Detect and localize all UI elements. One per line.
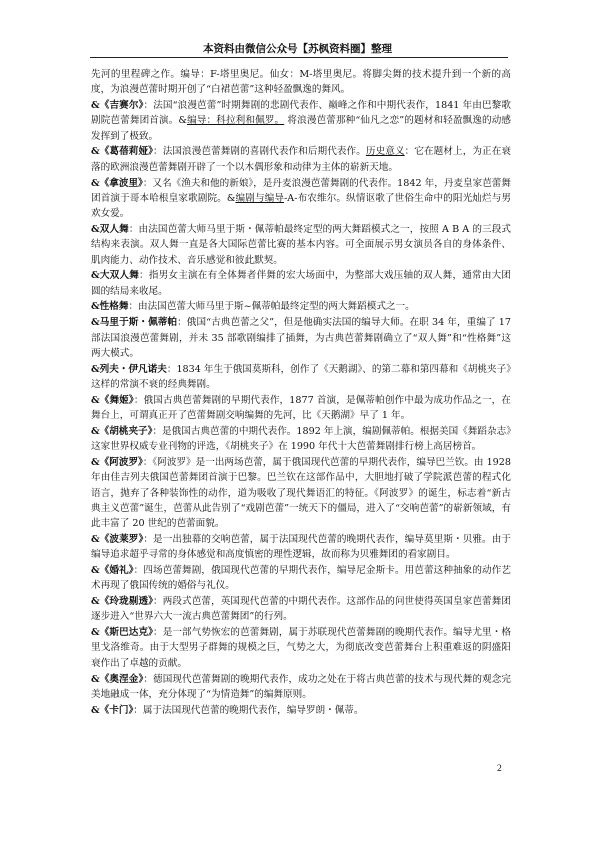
term-heading: &《葛蓓莉娅》: [91, 146, 154, 158]
paragraph-p15: [91, 625, 511, 671]
term-heading: &《胡桃夹子》: [91, 425, 153, 437]
term-heading: &《阿波罗》: [91, 456, 143, 468]
paragraph-p1: [91, 98, 511, 144]
term-heading: &大双人舞: [91, 270, 140, 282]
paragraph-text: ：德国现代芭蕾舞剧的晚期代表作，成功之处在于将古典芭蕾的技术与现代舞的观念完美地融成一体，充分体现了“为情造舞”的编舞原则。: [91, 673, 511, 700]
paragraph-text: ：又名《渔夫和他的新娘》，是丹麦浪漫芭蕾舞剧的代表作。1842 年，丹麦皇家芭蕾舞团首演于哥本哈根皇家歌剧院。&: [91, 177, 511, 204]
paragraph-p9: [91, 393, 511, 424]
page-number: 2: [497, 763, 502, 774]
paragraph-p6: [91, 299, 511, 314]
underlined-text: 历史意义: [365, 146, 405, 158]
term-heading: &《婚礼》: [91, 565, 134, 576]
paragraph-text: ：法国浪漫芭蕾舞剧的喜剧代表作和后期代表作。: [153, 146, 366, 158]
paragraph-text: 将浪漫芭蕾那种“仙凡之恋”的题材和轻盈飘逸的动感发挥到了极致。: [91, 115, 512, 142]
paragraph-p10: [91, 424, 511, 455]
paragraph-p3: [91, 176, 511, 222]
paragraph-text: ：它在题材上，为正在衰落的欧洲浪漫芭蕾舞剧开辟了一个以木偶形象和动律为主体的崭新天地。: [91, 146, 512, 173]
term-heading: &性格舞: [91, 301, 129, 313]
paragraph-p0: [91, 67, 511, 98]
underlined-text: 编导：科拉利和佩罗。: [186, 115, 285, 127]
paragraph-p11: [91, 455, 511, 531]
term-heading: &列夫・伊凡诺夫: [91, 363, 167, 375]
paragraph-p16: [91, 672, 511, 703]
paragraph-text: ：是一部气势恢宏的芭蕾舞剧，属于苏联现代芭蕾舞剧的晚期代表作。编导尤里・格里戈洛维奇。由于大型男子群舞的规模之巨，气势之大，为彻底改变芭蕾舞台上积重难返的阴盛阳衰作出了卓越的贡献。: [91, 627, 511, 669]
term-heading: &《奥涅金》: [91, 673, 144, 685]
underlined-text: 编剧与编导: [235, 192, 285, 204]
paragraph-text: ：四场芭蕾舞剧，俄国现代芭蕾的早期代表作，编导尼金斯卡。用芭蕾这种抽象的动作艺术再现了俄国传统的婚俗与礼仪。: [91, 565, 511, 592]
page-header: 本资料由微信公众号【苏枫资料圈】整理: [203, 43, 392, 55]
document-body: [91, 67, 511, 718]
term-heading: &《卡门》: [91, 704, 134, 716]
term-heading: &《舞姬》: [91, 394, 134, 406]
paragraph-text: ：俄国古典芭蕾舞剧的早期代表作，1877 首演，是佩蒂帕创作中最为成功作品之一，在舞台上，可谓真正开了芭蕾舞剧交响编舞的先河，比《天鹅湖》早了 1 年。: [91, 394, 511, 422]
term-heading: &《玲珑剔透》: [91, 596, 154, 608]
paragraph-text: ：法国“浪漫芭蕾”时期舞剧的悲剧代表作、巅峰之作和中期代表作，1841 年由巴黎歌剧院芭蕾舞团首演。&: [91, 100, 511, 127]
paragraph-text: ：是一出独幕的交响芭蕾，属于法国现代芭蕾的晚期代表作，编导莫里斯・贝雅。由于编导追求超乎寻常的身体感觉和高度慎密的理性逻辑，故而称为贝雅舞团的看家剧目。: [91, 533, 511, 561]
paragraph-p7: [91, 315, 511, 361]
paragraph-p12: [91, 532, 511, 563]
paragraph-text: ：由法国芭蕾大师马里于斯~佩蒂帕最终定型的两大舞蹈模式之一。: [128, 301, 415, 313]
paragraph-text: ：俄国“古典芭蕾之父”，但是他确实法国的编导大师。在职 34 年，重编了 17 部法国浪漫芭蕾舞剧，并未 35 部歌剧编排了插舞，为古典芭蕾舞剧确立了“双人舞”和“性格舞”这两大模式。: [91, 317, 511, 359]
paragraph-p17: [91, 703, 511, 718]
term-heading: &《斯巴达克》: [91, 627, 154, 639]
paragraph-text: -A-布农维尔。纵情讴歌了世俗生命中的阳光灿烂与男欢女爱。: [91, 192, 511, 220]
term-heading: &马里于斯・佩蒂帕: [91, 317, 178, 329]
paragraph-text: 先河的里程碑之作。编导：F-塔里奥尼。仙女：M-塔里奥尼。将脚尖舞的技术提升到一个新的高度，为浪漫芭蕾时期开创了“白裙芭蕾”这种轻盈飘逸的舞风。: [91, 69, 511, 96]
term-heading: &《拿波里》: [91, 177, 143, 189]
paragraph-p14: [91, 594, 511, 625]
paragraph-text: ：两段式芭蕾，英国现代芭蕾的中期代表作。这部作品的问世使得英国皇家芭蕾舞团逐步进入“世界六大一流古典芭蕾舞团”的行列。: [91, 596, 511, 623]
paragraph-p4: [91, 222, 511, 268]
paragraph-text: ：1834 年生于俄国莫斯科，创作了《天鹅湖》、的第二幕和第四幕和《胡桃夹子》这样的常演不衰的经典舞剧。: [91, 363, 511, 390]
paragraph-p5: [91, 268, 511, 299]
paragraph-text: ：是俄国古典芭蕾的中期代表作。1892 年上演，编剧佩蒂帕。根据美国《舞蹈杂志》这家世界权威专业刊物的评选，《胡桃夹子》在 1990 年代十大芭蕾舞剧排行榜上高居榜首。: [91, 425, 511, 453]
paragraph-p13: [91, 563, 511, 594]
header-divider: [90, 57, 508, 58]
term-heading: &双人舞: [91, 223, 129, 235]
paragraph-text: ：由法国芭蕾大师马里于斯・佩蒂帕最终定型的两大舞蹈模式之一，按照 A B A 的三段式结构来表演。双人舞一直是各大国际芭蕾比赛的基本内容。可全面展示男女演员各自的身体条件、肌肉能力、动作技术、音乐感觉和彼此默契。: [91, 223, 511, 266]
paragraph-text: ：《阿波罗》是一出两场芭蕾，属于俄国现代芭蕾的早期代表作，编导巴兰钦。由 1928 年由佳吉列夫俄国芭蕾舞团首演于巴黎。巴兰钦在这部作品中，大胆地打破了学院派芭蕾的程式化语言，抛弃了各种装饰性的动作，道为吸收了现代舞语汇的特征。《阿波罗》的诞生，标志着“新古典主义芭蕾”诞生，芭蕾从此告别了“戏剧芭蕾”一统天下的僵局，进入了“交响芭蕾”的崭新领域，有此丰富了 20 世纪的芭蕾面貌。: [91, 456, 511, 530]
paragraph-p2: [91, 144, 511, 175]
term-heading: &《吉赛尔》: [91, 100, 144, 112]
term-heading: &《波莱罗》: [91, 533, 144, 545]
paragraph-text: ：指男女主演在有全体舞者伴舞的宏大场面中，为整部大戏压轴的双人舞，通常由大团圆的结局来收尾。: [91, 270, 511, 297]
paragraph-text: ：属于法国现代芭蕾的晚期代表作，编导罗朗・佩蒂。: [133, 704, 364, 716]
paragraph-p8: [91, 362, 511, 393]
